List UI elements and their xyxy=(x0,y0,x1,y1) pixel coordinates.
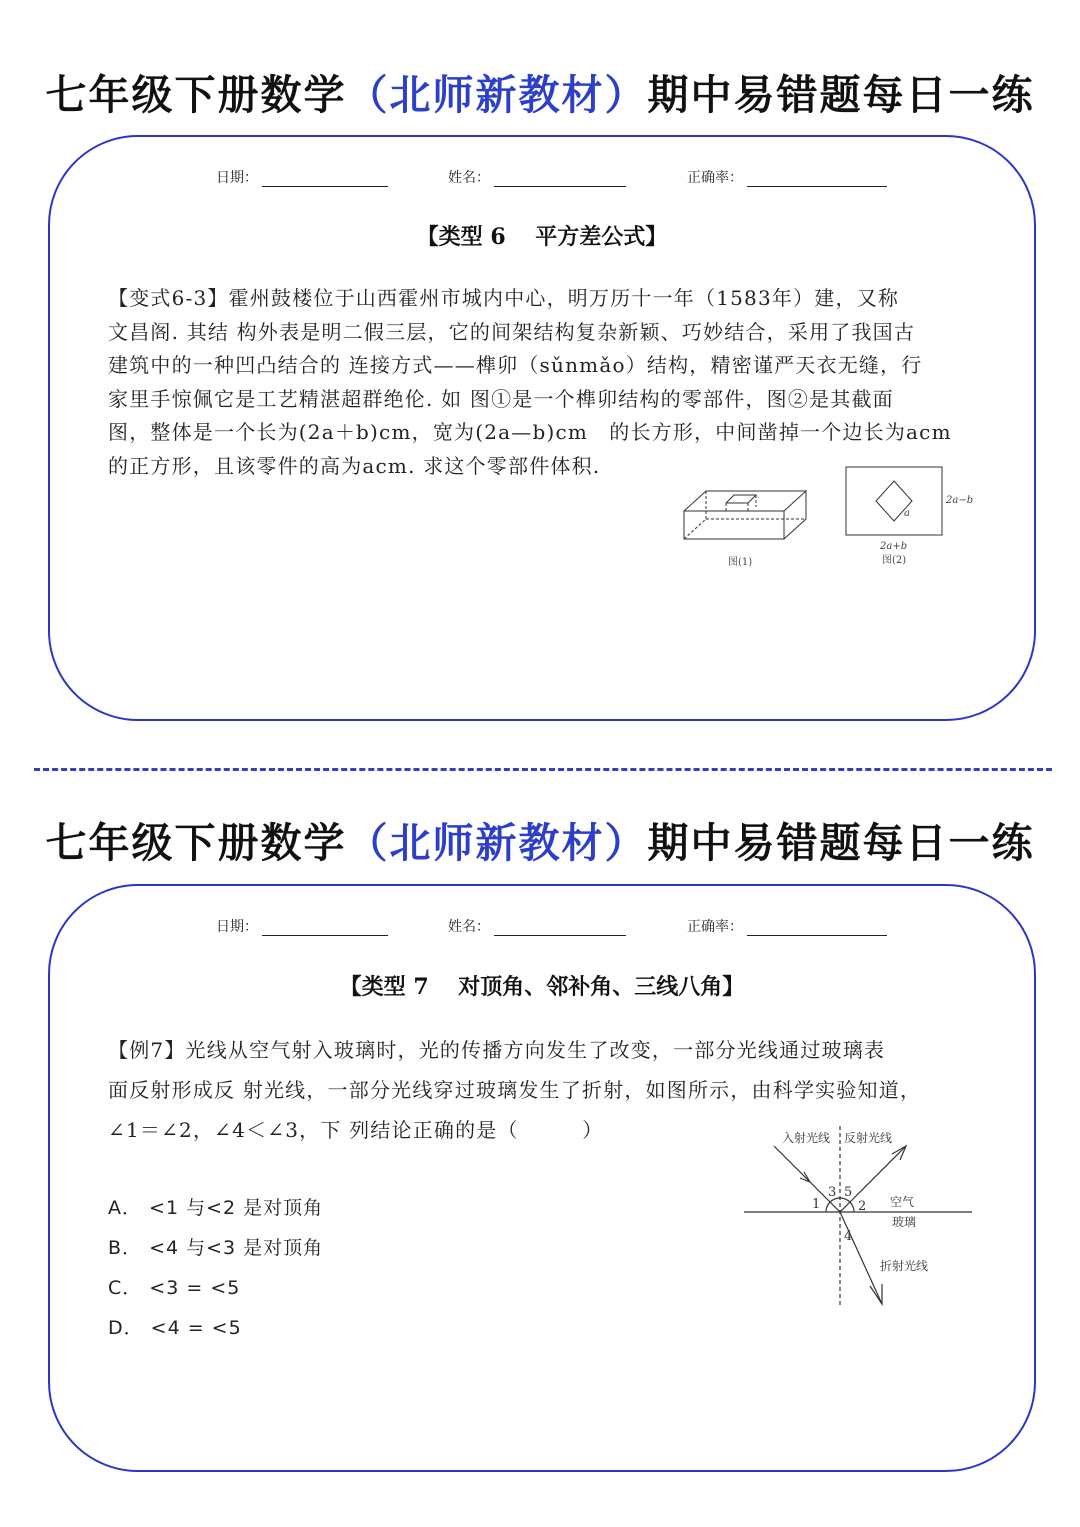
fig1-caption: 图(1) xyxy=(728,557,753,568)
problem-line: 【例7】光线从空气射入玻璃时，光的传播方向发生了改变，一部分光线通过玻璃表 xyxy=(108,1038,886,1062)
type-title: 【类型 6 平方差公式】 xyxy=(416,224,668,250)
label-width: 2a−b xyxy=(946,495,974,506)
problem-line: 【变式6-3】霍州鼓楼位于山西霍州市城内中心，明万历十一年（1583年）建，又称 xyxy=(108,286,900,310)
date-blank[interactable] xyxy=(262,919,388,936)
problem-line: 的正方形，且该零件的高为acm. 求这个零部件体积. xyxy=(108,453,601,478)
incident-label: 入射光线 xyxy=(782,1131,831,1145)
sheet1-title: 七年级下册数学（北师新教材）期中易错题每日一练 xyxy=(45,71,1035,119)
problem-text xyxy=(108,282,998,483)
refracted-ray xyxy=(840,1212,882,1304)
refraction-lines xyxy=(744,1126,972,1308)
accuracy-blank[interactable] xyxy=(747,919,887,936)
option-c[interactable]: C． <3 = <5 xyxy=(108,1277,241,1299)
problem-line: 图，整体是一个长为(2a＋b)cm，宽为(2a—b)cm 的长方形，中间凿掉一个边长为acm xyxy=(108,420,952,444)
sheet1-info-fields xyxy=(50,167,1034,191)
refracted-arrowhead xyxy=(870,1284,882,1304)
fig2-caption: 图(2) xyxy=(882,555,907,566)
date-field[interactable]: 日期： xyxy=(216,167,388,187)
reflected-label: 反射光线 xyxy=(844,1131,893,1145)
option-b[interactable]: B． <4 与<3 是对顶角 xyxy=(108,1237,324,1259)
sheet1-card xyxy=(48,135,1036,721)
date-field[interactable]: 日期： xyxy=(216,916,388,936)
angle-2-label: 2 xyxy=(858,1199,867,1214)
problem-line: 面反射形成反 射光线，一部分光线穿过玻璃发生了折射，如图所示，由科学实验知道， xyxy=(108,1078,922,1102)
angle-1-label: 1 xyxy=(812,1197,821,1212)
fig1-box-drawing xyxy=(684,491,806,539)
air-label: 空气 xyxy=(890,1195,915,1209)
name-blank[interactable] xyxy=(494,170,626,187)
accuracy-field[interactable]: 正确率： xyxy=(687,916,887,936)
problem-line: 建筑中的一种凹凸结合的 连接方式——榫卯（sǔnmǎo）结构，精密谨严天衣无缝，行 xyxy=(108,353,923,377)
sheet2-info-fields xyxy=(50,916,1034,940)
name-field[interactable]: 姓名： xyxy=(448,167,626,187)
accuracy-field[interactable]: 正确率： xyxy=(687,167,887,187)
refraction-figure xyxy=(742,1126,1002,1316)
problem-line: 文昌阁. 其结 构外表是明二假三层，它的间架结构复杂新颖、巧妙结合，采用了我国古 xyxy=(108,319,916,344)
sheet2-title: 七年级下册数学（北师新教材）期中易错题每日一练 xyxy=(45,819,1035,867)
fig2-cross-section xyxy=(846,467,942,535)
name-field[interactable]: 姓名： xyxy=(448,916,626,936)
section-divider xyxy=(34,768,1052,771)
angle-3-label: 3 xyxy=(828,1185,837,1200)
type-title: 【类型 7 对顶角、邻补角、三线八角】 xyxy=(339,974,745,1000)
option-d[interactable]: D． <4 = <5 xyxy=(108,1317,242,1339)
refracted-label: 折射光线 xyxy=(880,1259,929,1273)
label-side-a: a xyxy=(904,508,910,519)
name-blank[interactable] xyxy=(494,919,626,936)
problem-line: ∠1＝∠2，∠4＜∠3，下 列结论正确的是（ ） xyxy=(108,1118,604,1142)
glass-label: 玻璃 xyxy=(892,1215,917,1229)
angle-4-label: 4 xyxy=(844,1229,853,1244)
mortise-tenon-figure xyxy=(676,463,996,573)
option-a[interactable]: A． <1 与<2 是对顶角 xyxy=(108,1197,324,1219)
problem-line: 家里手惊佩它是工艺精湛超群绝伦. 如 图①是一个榫卯结构的零部件，图②是其截面 xyxy=(108,386,894,411)
angle-5-label: 5 xyxy=(844,1185,853,1200)
label-length: 2a+b xyxy=(880,541,908,552)
date-blank[interactable] xyxy=(262,170,388,187)
sheet2-card xyxy=(48,884,1036,1472)
accuracy-blank[interactable] xyxy=(747,170,887,187)
answer-options xyxy=(108,1188,323,1348)
